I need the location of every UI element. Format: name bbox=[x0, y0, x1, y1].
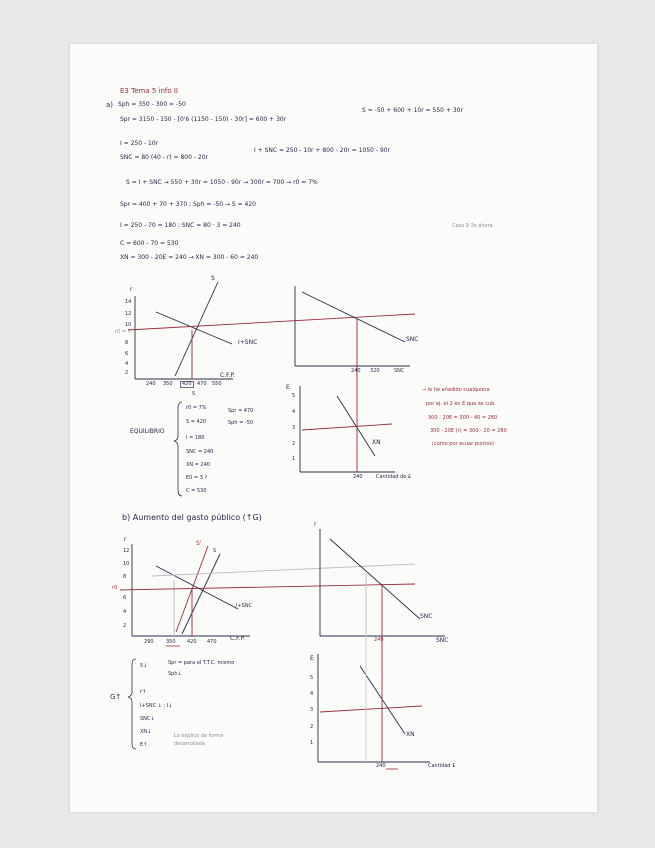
header-title: E3 Tema 5 info II bbox=[120, 87, 178, 95]
graph-b3-y-tick-4: 2 bbox=[310, 724, 314, 730]
graph-a1-x-tick-2: 350 bbox=[163, 381, 173, 387]
effects-label: G↑ bbox=[110, 693, 122, 701]
graph-a3-y-label: E bbox=[286, 384, 290, 391]
calc-line-1: Sph = 350 - 300 = -50 bbox=[118, 101, 186, 108]
graph-b3-e0-line bbox=[320, 706, 422, 712]
graph-b1-y-tick-2: 10 bbox=[123, 561, 130, 567]
graph-a2-x-label: SNC bbox=[394, 368, 405, 374]
graph-a1-y-tick-6: 4 bbox=[125, 361, 129, 367]
graph-b3-y-tick-3: 3 bbox=[310, 707, 314, 713]
graph-a3-curve-label: XN bbox=[372, 439, 381, 446]
graph-b1-y-label: r bbox=[124, 536, 127, 543]
notebook-page bbox=[70, 44, 597, 812]
graph-b1-y-tick-4: 6 bbox=[123, 595, 127, 601]
graph-b2-curve-label: SNC bbox=[420, 613, 433, 620]
graph-a3-x-tick: 240 bbox=[353, 474, 363, 480]
effects-item-5: XN↓ bbox=[140, 729, 152, 735]
graph-a2-x-tick-1: 240 bbox=[351, 368, 361, 374]
graph-b1-isnc-label: I+SNC bbox=[236, 603, 253, 609]
graph-a1-y-tick-2: 12 bbox=[125, 311, 132, 317]
graph-a1-x-tick-1: 240 bbox=[146, 381, 156, 387]
graph-b1-y-tick-3: 8 bbox=[123, 574, 127, 580]
equilibrio-item-2: S = 420 bbox=[186, 419, 207, 425]
graph-b-r0-line bbox=[120, 584, 415, 590]
equilibrio-item-6: E0 = 3 ? bbox=[186, 475, 208, 481]
red-note-5: (como por ecuar puntos) bbox=[432, 441, 494, 447]
equilibrio-item-4: SNC = 240 bbox=[186, 449, 214, 455]
graph-a3-y-tick-3: 3 bbox=[292, 425, 296, 431]
equilibrio-item-7: C = 530 bbox=[186, 488, 207, 494]
effects-brace bbox=[128, 659, 136, 749]
graph-a1-isnc-label: I+SNC bbox=[238, 339, 258, 346]
graph-a3-y-tick-1: 5 bbox=[292, 393, 296, 399]
graph-b2-curve-snc bbox=[330, 539, 420, 619]
graph-b3-curve-xn bbox=[360, 666, 405, 734]
graph-a3-x-label: Cantidad de £ bbox=[376, 474, 412, 480]
part-b-title: b) Aumento del gasto público (↑G) bbox=[122, 513, 262, 522]
graph-b1-x-tick-4: 470 bbox=[207, 639, 217, 645]
calc-line-2: Spr = 3150 - 150 - [0'6 (1150 - 150) - 30r] = 600 + 30r bbox=[120, 116, 287, 123]
graph-b2-y-label: r bbox=[314, 521, 317, 528]
graph-b1-y-tick-5: 4 bbox=[123, 609, 127, 615]
equilibrio-item-3: I = 180 bbox=[186, 435, 205, 441]
red-note-3: 300 - 20E = 300 - 40 = 260 bbox=[428, 415, 498, 421]
graph-b1-x-tick-3: 420 bbox=[187, 639, 197, 645]
effects-item-2: r↑ bbox=[140, 689, 147, 695]
graph-b1-y-tick-6: 2 bbox=[123, 623, 127, 629]
calc-line-6: I + SNC = 250 - 10r + 800 - 20r = 1050 - 90r bbox=[254, 147, 391, 154]
graph-a1-y-tick-3: 10 bbox=[125, 322, 132, 328]
graph-b3-x-tick: 240 bbox=[376, 763, 386, 769]
effects-sph: Sph↓ bbox=[168, 671, 182, 677]
effects-item-4: SNC↓ bbox=[140, 716, 155, 722]
graph-a1-y-tick-5: 6 bbox=[125, 351, 129, 357]
graph-a2-curve-label: SNC bbox=[406, 336, 419, 343]
calc-line-7: S = I + SNC → 550 + 30r = 1050 - 90r → 300r = 700 → r0 = 7% bbox=[126, 179, 318, 186]
graph-b1-x-tick-2: 350 bbox=[166, 639, 176, 645]
graph-b1-r-label: r0 bbox=[112, 585, 118, 591]
graph-a3-y-tick-5: 1 bbox=[292, 456, 296, 462]
graph-b2-tick: 240 bbox=[374, 637, 384, 643]
graph-a1-x-tick-4: 470 bbox=[197, 381, 207, 387]
calc-line-9: I = 250 - 70 = 180 ; SNC = 80 · 3 = 240 bbox=[120, 222, 241, 229]
graph-a1-x-label: C.F.P. bbox=[220, 372, 236, 379]
graph-a3-y-tick-4: 2 bbox=[292, 441, 296, 447]
graph-b3-curve-label: XN bbox=[406, 731, 415, 738]
red-note-2: por ej. el 2 en E que se cub. bbox=[426, 401, 496, 407]
graph-a2-curve-snc bbox=[302, 292, 405, 342]
calc-line-3: S = -50 + 600 + 10r = 550 + 30r bbox=[362, 107, 463, 114]
graph-b3-y-label: E bbox=[310, 655, 314, 662]
graph-b3-y-tick-1: 5 bbox=[310, 675, 314, 681]
part-a-label: a) bbox=[106, 101, 114, 109]
graph-b1-s2-label: S' bbox=[196, 540, 202, 547]
graph-b1-s-label: S bbox=[213, 548, 217, 554]
graph-b3-y-tick-2: 4 bbox=[310, 691, 314, 697]
graph-a-r0-line bbox=[128, 314, 415, 330]
graph-b-new-r-line bbox=[152, 564, 415, 576]
effects-note: Lo explico de forma desarrollada bbox=[174, 733, 224, 747]
calc-line-4: I = 250 - 10r bbox=[120, 140, 159, 147]
equilibrio-label: EQUILIBRIO bbox=[130, 428, 165, 435]
graph-b3 bbox=[318, 636, 430, 762]
graph-a3-y-tick-2: 4 bbox=[292, 409, 296, 415]
graph-b1-y-tick-1: 12 bbox=[123, 548, 130, 554]
graph-a2-x-tick-2: 320 bbox=[370, 368, 380, 374]
graph-a3-e0-line bbox=[302, 424, 392, 430]
equilibrio-item-1: r0 = 7% bbox=[186, 405, 207, 411]
effects-item-3: I+SNC ↓ ; I↓ bbox=[140, 703, 173, 709]
graph-a1-bottom-tick: S bbox=[192, 391, 196, 397]
graph-a1-x-tick-5: 550 bbox=[212, 381, 222, 387]
graph-b1 bbox=[132, 544, 253, 636]
graph-a2 bbox=[295, 286, 410, 366]
graph-a3 bbox=[300, 366, 395, 472]
calc-line-8: Spr = 400 + 70 + 370 ; Sph = -50 → S = 420 bbox=[120, 201, 256, 208]
equilibrio-sph: Sph = -50 bbox=[228, 420, 254, 426]
calc-line-5: SNC = 80 (40 - r) = 800 - 20r bbox=[120, 154, 209, 161]
graph-a1-x-tick-3: 420 bbox=[182, 381, 192, 387]
graph-a1-y-tick-7: 2 bbox=[125, 370, 129, 376]
graph-a1-y-tick-1: 14 bbox=[125, 299, 132, 305]
graph-b3-x-label: Cantidad £ bbox=[428, 763, 456, 769]
graph-a1-s-label: S bbox=[211, 275, 215, 282]
red-note-4: 300 - 20E (r) = 300 - 20 = 280 bbox=[430, 428, 507, 434]
effects-item-6: E↑ bbox=[140, 742, 148, 748]
graph-b2-x-label: SNC bbox=[436, 637, 449, 644]
calc-line-10: C = 600 - 70 = 530 bbox=[120, 240, 179, 247]
equilibrio-item-5: XN = 240 bbox=[186, 462, 211, 468]
effects-item-1: S↓ bbox=[140, 663, 148, 669]
calc-line-11: XN = 300 - 20E = 240 → XN = 300 - 60 = 240 bbox=[120, 254, 259, 261]
red-note-1: → le he añadido cualquiera bbox=[422, 387, 490, 393]
graph-b1-x-tick-1: 290 bbox=[144, 639, 154, 645]
graph-a1 bbox=[135, 282, 236, 379]
graph-b3-y-tick-5: 1 bbox=[310, 740, 314, 746]
equilibrio-spr: Spr = 470 bbox=[228, 408, 254, 414]
graph-b1-x-label: C.F.P. bbox=[230, 635, 246, 642]
graph-a1-r0-label: r0 = 7 bbox=[115, 329, 131, 335]
graph-a1-y-label: r bbox=[130, 286, 133, 293]
side-note: Caso 9 3x ahora bbox=[452, 223, 493, 229]
graph-a1-y-tick-4: 8 bbox=[125, 340, 129, 346]
equilibrio-brace bbox=[174, 402, 182, 496]
effects-spr: Spr = para el T.T.C. mismo bbox=[168, 660, 235, 666]
